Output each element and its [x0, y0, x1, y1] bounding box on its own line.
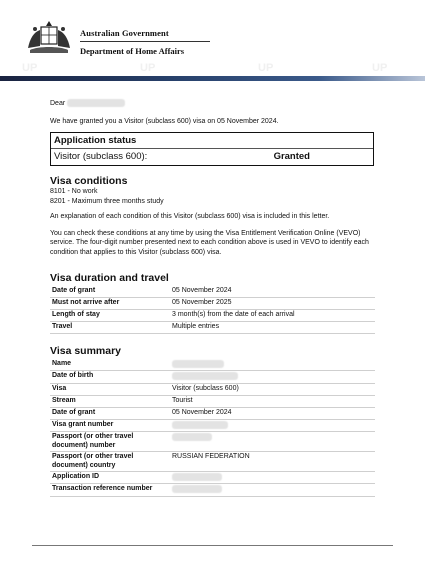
- conditions-explanation: An explanation of each condition of this Visitor (subclass 600) visa is included in this letter.: [50, 213, 330, 220]
- table-row: [50, 371, 375, 383]
- redacted-value: [172, 360, 224, 368]
- table-row: [50, 286, 375, 298]
- redacted-value: [172, 473, 222, 481]
- application-status-box: [50, 132, 374, 166]
- row-label: Date of grant: [50, 286, 170, 298]
- greeting-line: [50, 99, 375, 109]
- table-row: [50, 298, 375, 310]
- row-label: Visa: [50, 383, 170, 395]
- visa-summary-title: Visa summary: [50, 345, 122, 357]
- table-row: [50, 322, 375, 334]
- row-label: Must not arrive after: [50, 298, 170, 310]
- table-row: [50, 432, 375, 452]
- greeting: Dear: [50, 100, 66, 107]
- row-value: [170, 484, 375, 496]
- letter-body: [50, 99, 375, 257]
- row-value: 05 November 2024: [170, 286, 375, 298]
- redacted-value: [172, 485, 222, 493]
- visa-conditions-title: Visa conditions: [50, 175, 128, 187]
- row-label: Date of grant: [50, 407, 170, 419]
- watermark: UP: [140, 62, 156, 74]
- table-row: [50, 383, 375, 395]
- row-value: Multiple entries: [170, 322, 375, 334]
- watermark: UP: [258, 62, 274, 74]
- row-label: Travel: [50, 322, 170, 334]
- redacted-value: [172, 372, 238, 380]
- table-row: [50, 310, 375, 322]
- row-value: 05 November 2024: [170, 407, 375, 419]
- letterhead-divider: [80, 41, 210, 42]
- row-label: Application ID: [50, 472, 170, 484]
- row-label: Visa grant number: [50, 419, 170, 431]
- visa-summary-table: [50, 359, 375, 497]
- row-value: Tourist: [170, 395, 375, 407]
- government-name: Australian Government: [80, 28, 169, 38]
- status-value: Granted: [273, 151, 310, 162]
- redacted-value: [172, 433, 212, 441]
- visa-duration-section: [50, 272, 375, 334]
- letterhead: [0, 0, 425, 78]
- table-row: [50, 407, 375, 419]
- coat-of-arms-icon: [24, 20, 74, 56]
- visa-summary-section: [50, 345, 375, 497]
- table-row: [50, 359, 375, 371]
- table-row: [50, 452, 375, 472]
- row-value: [170, 472, 375, 484]
- footer-divider: [32, 545, 393, 546]
- table-row: [50, 484, 375, 496]
- grant-intro: We have granted you a Visitor (subclass 600) visa on 05 November 2024.: [50, 117, 279, 125]
- status-visa-label: Visitor (subclass 600):: [54, 151, 148, 162]
- visa-duration-title: Visa duration and travel: [50, 272, 169, 284]
- watermark: UP: [372, 62, 388, 74]
- row-label: Passport (or other travel document) number: [50, 432, 170, 452]
- row-label: Date of birth: [50, 371, 170, 383]
- redacted-value: [172, 421, 228, 429]
- government-name-block: [80, 28, 184, 56]
- row-value: [170, 419, 375, 431]
- condition-item: 8201 - Maximum three months study: [50, 197, 164, 205]
- table-row: [50, 419, 375, 431]
- table-row: [50, 395, 375, 407]
- row-value: [170, 359, 375, 371]
- row-label: Name: [50, 359, 170, 371]
- row-label: Length of stay: [50, 310, 170, 322]
- header-band: [0, 76, 425, 81]
- row-label: Transaction reference number: [50, 484, 170, 496]
- vevo-paragraph: You can check these conditions at any time by using the Visa Entitlement Verification Online (VEVO) service. The four-digit number presented next to each condition above is used in VEVO to identify each condition that applies to this Visitor (subclass 600) visa.: [50, 229, 369, 256]
- row-value: 05 November 2025: [170, 298, 375, 310]
- status-title: Application status: [51, 133, 373, 149]
- table-row: [50, 472, 375, 484]
- status-row: [51, 149, 373, 165]
- row-label: Passport (or other travel document) country: [50, 452, 170, 472]
- redacted-name: [67, 99, 125, 107]
- department-name: Department of Home Affairs: [80, 46, 185, 56]
- row-value: [170, 432, 375, 452]
- visa-duration-table: [50, 286, 375, 334]
- row-value: [170, 371, 375, 383]
- row-value: 3 month(s) from the date of each arrival: [170, 310, 375, 322]
- row-value: RUSSIAN FEDERATION: [170, 452, 375, 472]
- row-label: Stream: [50, 395, 170, 407]
- row-value: Visitor (subclass 600): [170, 383, 375, 395]
- watermark: UP: [22, 62, 38, 74]
- condition-item: 8101 - No work: [50, 188, 98, 195]
